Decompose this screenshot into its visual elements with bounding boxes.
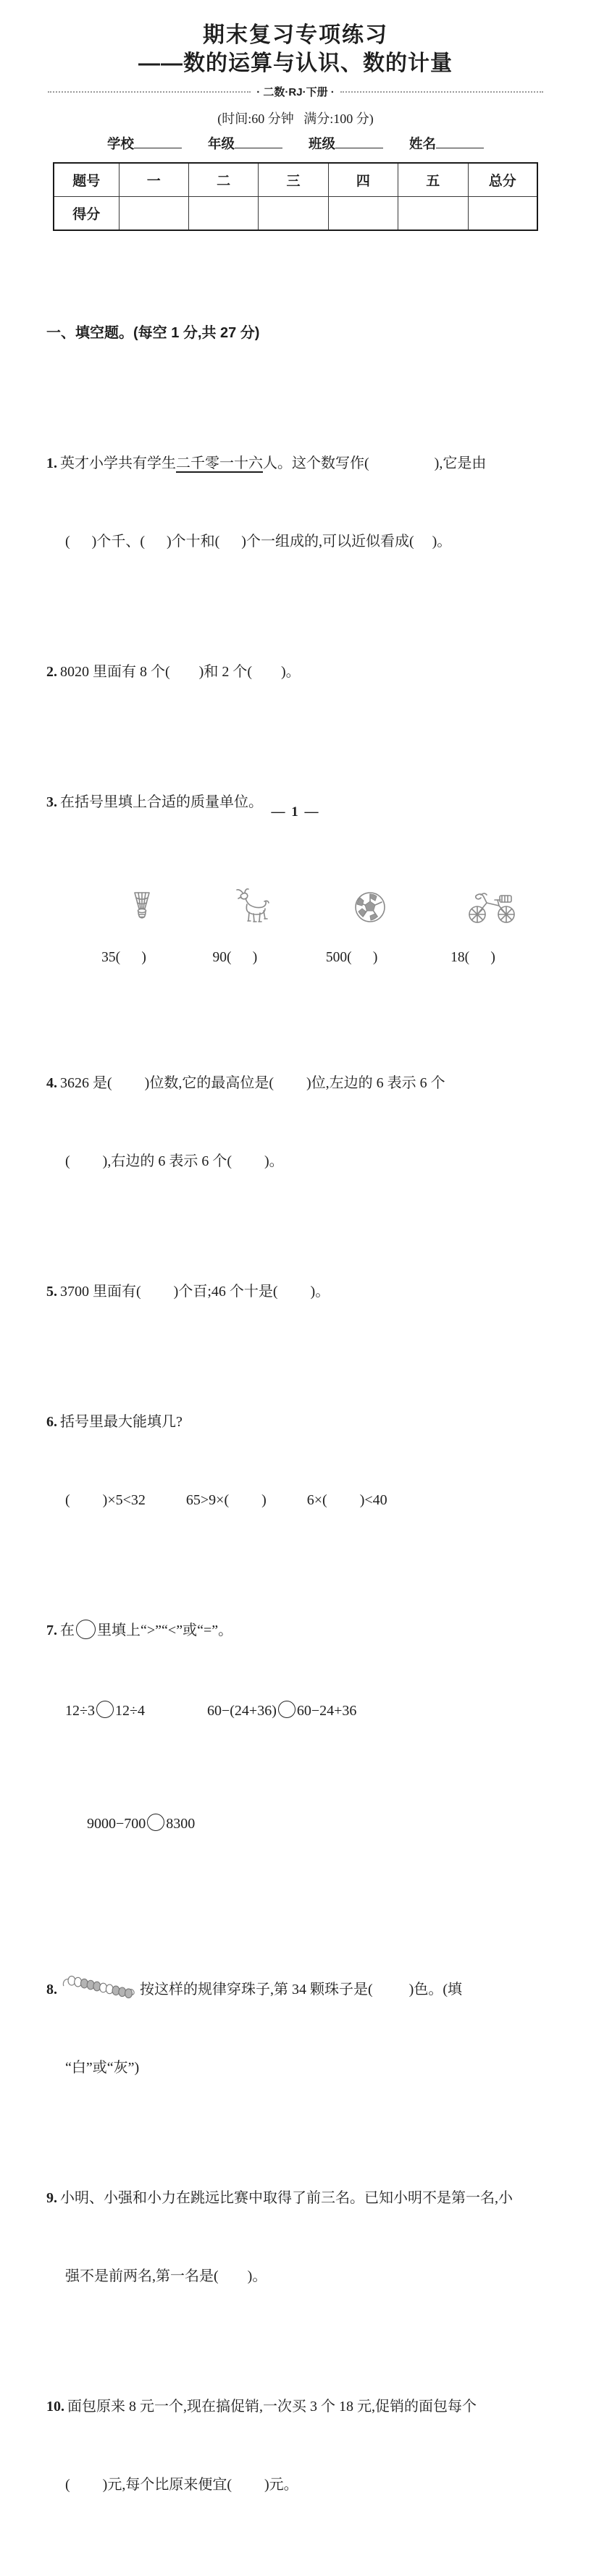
figure-label: 90( ) [212,950,258,965]
school-field [107,134,182,153]
school-blank-line [134,135,182,148]
expression-right: 12÷4 [114,1703,145,1719]
question-text: 小明、小强和小力在跳远比赛中取得了前三名。已知小明不是第一名,小 [60,2190,513,2206]
questions-section [46,242,549,2576]
score-table-header-row [54,163,537,197]
figure-soccer-ball [317,873,387,966]
question-text: 8020 里面有 8 个( )和 2 个( )。 [60,664,301,680]
score-cell [188,197,258,231]
question-3-figures [46,867,549,966]
figure-shuttlecock [94,873,154,966]
question-10-line-1 [46,2394,549,2420]
score-cell [468,197,537,231]
question-text: 英才小学共有学生 [60,455,176,471]
class-field [309,134,383,153]
grade-label: 年级 [207,138,235,152]
page-subtitle: ——数的运算与认识、数的计量 [138,51,453,75]
question-text: 里填上“>”“<”或“=”。 [97,1622,233,1638]
grade-blank-line [235,135,282,148]
question-1-line-2: ( )个千、( )个十和( )个一组成的,可以近似看成( )。 [65,534,452,550]
question-number: 8. [46,1982,57,1998]
column-header: 三 [259,163,328,197]
question-number: 7. [46,1622,57,1638]
question-6 [46,1409,549,1435]
figure-bicycle [430,872,516,966]
question-5 [46,1279,549,1305]
name-field [409,134,484,153]
question-1-line-1 [46,450,549,476]
dotted-rule-right [340,91,543,93]
expression: 6×( )<40 [306,1492,387,1508]
question-7-expressions-row-1 [46,1696,549,1726]
question-9-line-1 [46,2185,549,2211]
score-cell [259,197,328,231]
figure-label: 18( ) [450,950,495,965]
question-number: 9. [46,2190,57,2206]
question-text: 括号里最大能填几? [60,1414,183,1430]
answer-circle [147,1814,164,1831]
name-blank-line [436,135,484,148]
score-row-label: 得分 [54,197,119,231]
shuttlecock-icon [94,873,154,946]
score-cell [328,197,398,231]
question-text: 在 [60,1622,75,1638]
expression-left: 60−(24+36) [206,1703,277,1719]
question-text: 3626 是( )位数,它的最高位是( )位,左边的 6 表示 6 个 [60,1075,445,1091]
edition-label: · 二数·RJ·下册 · [256,86,335,98]
question-2 [46,659,549,685]
question-8-line-2: “白”或“灰”) [65,2060,140,2076]
beads-icon [60,1982,140,1998]
question-7-expressions-row-2 [46,1778,549,1869]
expression [65,1696,145,1726]
time-score-line: (时间:60 分钟 满分:100 分) [217,111,374,126]
question-7 [46,1617,549,1643]
question-number: 1. [46,455,57,471]
column-header: 四 [328,163,398,197]
expression-right: 60−24+36 [296,1703,357,1719]
score-cell [119,197,188,231]
question-number: 6. [46,1414,57,1430]
column-header: 五 [398,163,468,197]
class-blank-line [335,135,383,148]
question-number: 4. [46,1075,57,1091]
question-text: 在括号里填上合适的质量单位。 [60,794,263,810]
column-header: 二 [188,163,258,197]
question-text: 人。这个数写作( ),它是由 [263,455,487,471]
question-text: 3700 里面有( )个百;46 个十是( )。 [60,1284,330,1300]
question-number: 5. [46,1284,57,1300]
expression [87,1816,195,1832]
question-number: 10. [46,2399,64,2415]
expression-left: 12÷3 [65,1703,95,1719]
section-heading: 一、填空题。(每空 1 分,共 27 分) [46,325,260,341]
bicycle-icon [430,872,516,946]
expression: 65>9×( ) [185,1492,267,1508]
figure-label: 35( ) [101,950,146,965]
dotted-rule-left [48,91,251,93]
school-label: 学校 [106,138,134,152]
question-6-expressions [46,1487,549,1513]
question-10-line-2: ( )元,每个比原来便宜( )元。 [65,2477,298,2493]
column-header: 题号 [54,163,119,197]
grade-field [208,134,282,153]
question-4-line-1 [46,1070,549,1096]
question-8-line-1 [46,1974,549,2003]
class-label: 班级 [309,138,336,152]
answer-circle [278,1701,296,1718]
column-header: 一 [119,163,188,197]
figure-goat [196,872,273,966]
question-number: 3. [46,794,57,810]
question-number: 2. [46,664,57,680]
question-text: 面包原来 8 元一个,现在搞促销,一次买 3 个 18 元,促销的面包每个 [67,2399,477,2415]
soccer-ball-icon [317,873,387,946]
answer-circle [76,1620,96,1639]
question-text: 按这样的规律穿珠子,第 34 颗珠子是( )色。(填 [140,1982,462,1998]
score-cell [398,197,468,231]
goat-icon [196,872,273,946]
page-number: — 1 — [271,804,320,820]
score-table-score-row [54,197,537,231]
question-4-line-2: ( ),右边的 6 表示 6 个( )。 [65,1153,284,1169]
score-table [53,162,538,231]
figure-label: 500( ) [325,950,378,965]
column-header: 总分 [468,163,537,197]
question-9-line-2: 强不是前两名,第一名是( )。 [65,2268,267,2284]
answer-circle [96,1701,114,1718]
edition-separator [48,84,543,99]
student-info-row [0,134,591,153]
expression: ( )×5<32 [65,1492,146,1508]
expression-left: 9000−700 [87,1816,146,1832]
underlined-number-words: 二千零一十六 [176,455,263,471]
expression-right: 8300 [166,1816,196,1832]
name-label: 姓名 [409,138,437,152]
expression [207,1696,356,1726]
page-title: 期末复习专项练习 [203,23,388,47]
